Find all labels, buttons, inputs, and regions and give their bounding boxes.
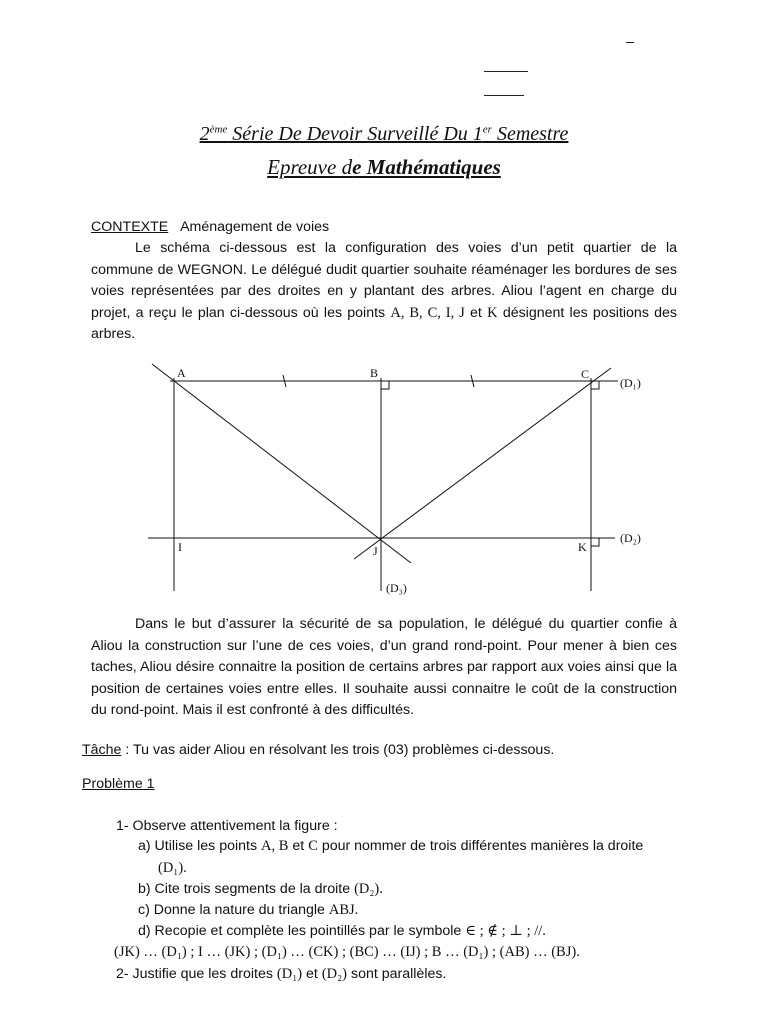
context-paragraph: Le schéma ci-dessous est la configuration des voies d’un petit quartier de la commune de WEGNON. Le délégué dudit quartier souhaite réaménager les bordures de ses voies représentées par des droites en y plantant des arbres. Aliou l’agent en charge du projet, a reçu le plan ci-dessous où les points A, B, C, I, J et K désignent les positions des arbres. [91, 240, 678, 342]
task-line: Tâche : Tu vas aider Aliou en résolvant les trois (03) problèmes ci-dessous. [82, 742, 555, 758]
document-subtitle: Epreuve de Mathématiques [267, 155, 501, 179]
right-angle-k [591, 538, 599, 546]
problem-title: Problème 1 [82, 776, 155, 792]
context-heading: CONTEXTE Aménagement de voies [91, 219, 330, 235]
question-2: 2- Justifie que les droites (D₁) et (D₂) sont parallèles. [116, 966, 447, 982]
line-aj [152, 364, 411, 563]
question-1d-items: (JK) … (D₁) ; I … (JK) ; (D₁) … (CK) ; (BC) … (IJ) ; B … (D₁) ; (AB) … (BJ). [114, 944, 580, 960]
header-line [484, 71, 528, 72]
question-1d: d) Recopie et complète les pointillés par le symbole ∈ ; ∉ ; ⊥ ; //. [138, 923, 546, 939]
label-d1: (D₁) [620, 376, 641, 390]
label-d3: (D₃) [386, 581, 407, 595]
document-title: 2ème Série De Devoir Surveillé Du 1er Semestre [199, 123, 569, 145]
right-angle-b [381, 381, 389, 389]
label-b: B [370, 366, 379, 380]
header-dash [626, 42, 634, 43]
label-c: C [581, 367, 590, 381]
header-line [484, 95, 524, 96]
label-a: A [177, 366, 186, 380]
question-1a: a) Utilise les points A, B et C pour nommer de trois différentes manières la droite (D₁). [138, 838, 644, 876]
label-k: K [578, 540, 587, 554]
label-d2: (D₂) [620, 531, 641, 545]
paragraph-2: Dans le but d’assurer la sécurité de sa population, le délégué du quartier confie à Aliou la construction sur l’une de ces voies, d’un grand rond-point. Pour mener à bien ces taches, Aliou désire connaitre la position de certains arbres par rapport aux voies ainsi que la position de certaines voies entre elles. Il souhaite aussi connaitre le coût de la construction du rond-point. Mais il est confronté à des difficultés. [91, 616, 677, 718]
line-cj [354, 368, 611, 559]
question-1b: b) Cite trois segments de la droite (D₂). [138, 881, 383, 897]
road-figure [140, 358, 660, 598]
question-1: 1- Observe attentivement la figure : [116, 818, 338, 834]
label-i: I [178, 540, 182, 554]
label-j: J [373, 544, 378, 558]
question-1c: c) Donne la nature du triangle ABJ. [138, 902, 359, 918]
